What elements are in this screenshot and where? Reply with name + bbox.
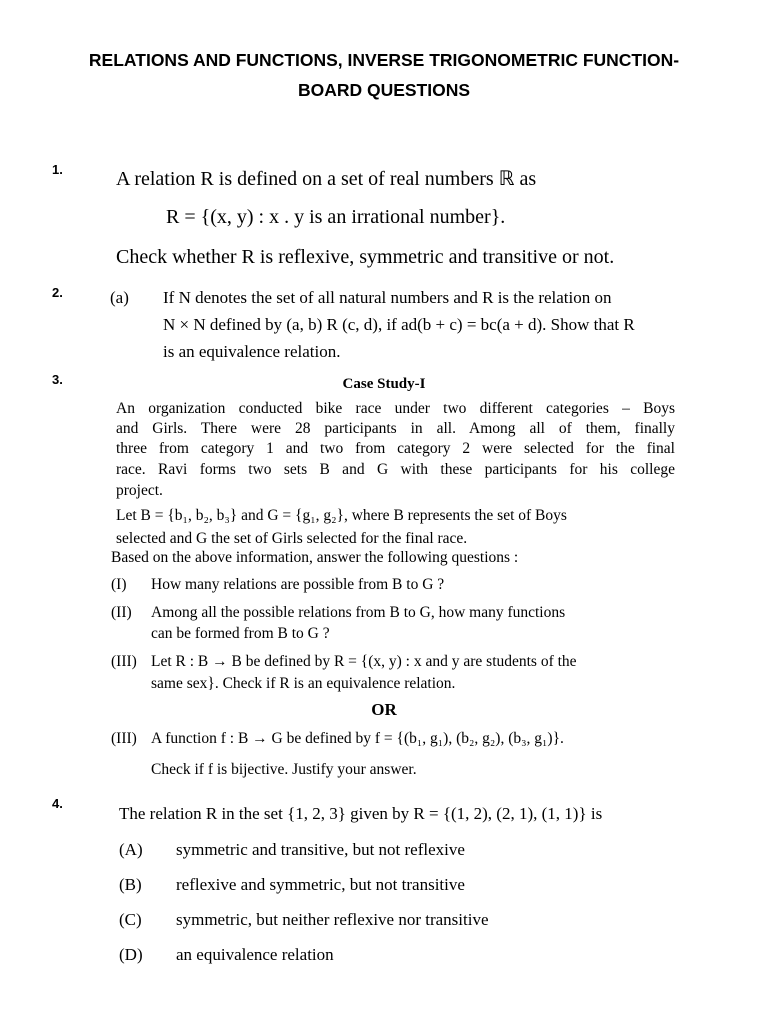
option-label: (C) [119, 910, 142, 929]
case-para-line: project. [116, 482, 163, 499]
case-item-text: same sex}. Check if R is an equivalence relation. [151, 675, 456, 692]
option-label: (D) [119, 945, 143, 964]
q2-line-3: is an equivalence relation. [163, 342, 341, 361]
case-item-text: How many relations are possible from B to G ? [151, 576, 445, 593]
case-sets-line-1: Let B = {b₁, b₂, b₃} and G = {g₁, g₂}, where B represents the set of Boys [116, 507, 567, 524]
case-item-label: (II) [111, 604, 132, 621]
case-alt-line-1: A function f : B → G be defined by f = {(b₁, g₁), (b₂, g₂), (b₃, g₁)}. [151, 730, 564, 747]
option-text: symmetric, but neither reflexive nor transitive [176, 910, 489, 929]
q4-stem: The relation R in the set {1, 2, 3} given by R = {(1, 2), (2, 1), (1, 1)} is [119, 804, 603, 823]
case-para-line: race. Ravi forms two sets B and G with these participants for his college [116, 461, 675, 478]
case-para-line: An organization conducted bike race under two different categories – Boys [116, 400, 675, 417]
case-item-text: can be formed from B to G ? [151, 625, 330, 642]
case-instructions: Based on the above information, answer the following questions : [111, 549, 519, 566]
q1-line-3: Check whether R is reflexive, symmetric and transitive or not. [116, 246, 615, 268]
option-text: an equivalence relation [176, 945, 334, 964]
option-text: symmetric and transitive, but not reflexive [176, 840, 465, 859]
option-label: (A) [119, 840, 143, 859]
case-para-line: and Girls. There were 28 participants in all. Among all of them, finally [116, 420, 675, 437]
case-sets-line-2: selected and G the set of Girls selected for the final race. [116, 530, 468, 547]
case-alt-line-2: Check if f is bijective. Justify your answer. [151, 761, 417, 778]
case-para-line: three from category 1 and two from category 2 were selected for the final [116, 440, 675, 457]
q1-line-2: R = {(x, y) : x . y is an irrational number}. [166, 206, 506, 228]
case-item-text: Let R : B → B be defined by R = {(x, y) : x and y are students of the [151, 653, 577, 670]
question-number-3: 3. [52, 372, 63, 387]
question-number-4: 4. [52, 796, 63, 811]
q1-line-1: A relation R is defined on a set of real numbers ℝ as [116, 168, 537, 190]
option-text: reflexive and symmetric, but not transitive [176, 875, 465, 894]
q2-line-2: N × N defined by (a, b) R (c, d), if ad(b + c) = bc(a + d). Show that R [163, 315, 635, 334]
q2-part-label: (a) [110, 288, 129, 307]
question-number-2: 2. [52, 285, 63, 300]
case-alt-label: (III) [111, 730, 137, 747]
page-title-line-1: RELATIONS AND FUNCTIONS, INVERSE TRIGONOMETRIC FUNCTION- [88, 50, 680, 70]
case-item-label: (I) [111, 576, 127, 593]
option-label: (B) [119, 875, 142, 894]
page-title-line-2: BOARD QUESTIONS [297, 80, 471, 100]
question-number-1: 1. [52, 162, 63, 177]
case-item-label: (III) [111, 653, 137, 670]
case-study-heading: Case Study-I [342, 376, 426, 392]
q2-line-1: If N denotes the set of all natural numbers and R is the relation on [163, 288, 612, 307]
or-divider: OR [371, 700, 397, 719]
case-item-text: Among all the possible relations from B to G, how many functions [151, 604, 566, 621]
